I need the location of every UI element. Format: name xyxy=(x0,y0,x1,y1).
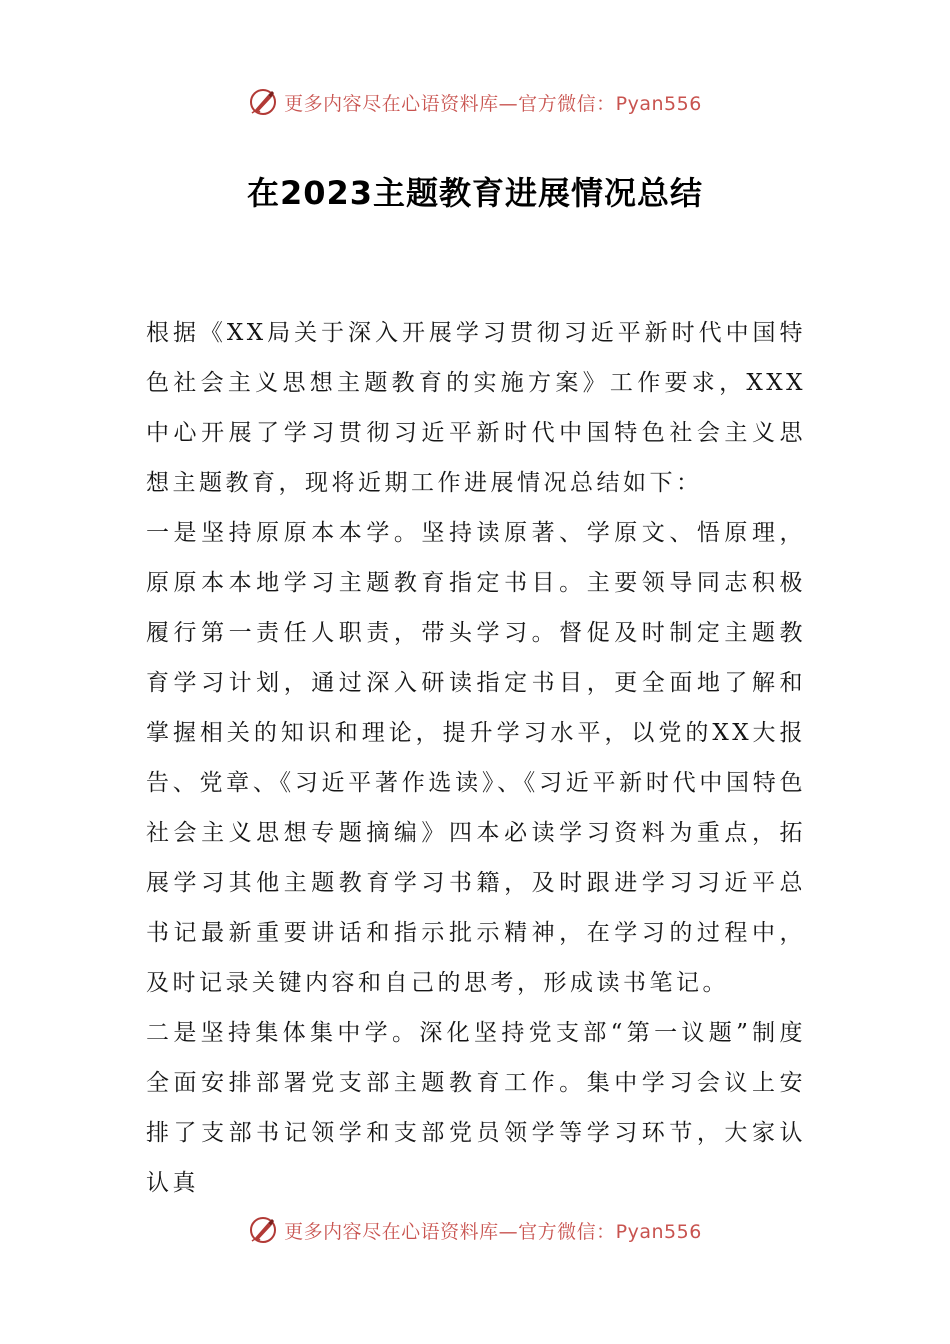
pen-logo-icon xyxy=(248,87,278,117)
footer-banner-text: 更多内容尽在心语资料库—官方微信：Pyan556 xyxy=(284,1220,702,1243)
header-banner xyxy=(0,82,950,122)
footer-banner xyxy=(0,1210,950,1250)
document-body xyxy=(146,308,806,1208)
pen-logo-icon xyxy=(248,1215,278,1245)
document-title: 在2023主题教育进展情况总结 xyxy=(246,174,704,212)
paragraph-point-two: 二是坚持集体集中学。深化坚持党支部“第一议题”制度全面安排部署党支部主题教育工作。集中学习会议上安排了支部书记领学和支部党员领学等学习环节，大家认认真 xyxy=(146,1020,806,1196)
header-banner-text: 更多内容尽在心语资料库—官方微信：Pyan556 xyxy=(284,92,702,115)
paragraph-intro: 根据《XX局关于深入开展学习贯彻习近平新时代中国特色社会主义思想主题教育的实施方案》工作要求，XXX中心开展了学习贯彻习近平新时代中国特色社会主义思想主题教育，现将近期工作进展情况总结如下： xyxy=(146,320,806,496)
paragraph-point-one: 一是坚持原原本本学。坚持读原著、学原文、悟原理，原原本本地学习主题教育指定书目。主要领导同志积极履行第一责任人职责，带头学习。督促及时制定主题教育学习计划，通过深入研读指定书目，更全面地了解和掌握相关的知识和理论，提升学习水平，以党的XX大报告、党章、《习近平著作选读》、《习近平新时代中国特色社会主义思想专题摘编》四本必读学习资料为重点，拓展学习其他主题教育学习书籍，及时跟进学习习近平总书记最新重要讲话和指示批示精神，在学习的过程中，及时记录关键内容和自己的思考，形成读书笔记。 xyxy=(146,520,806,996)
